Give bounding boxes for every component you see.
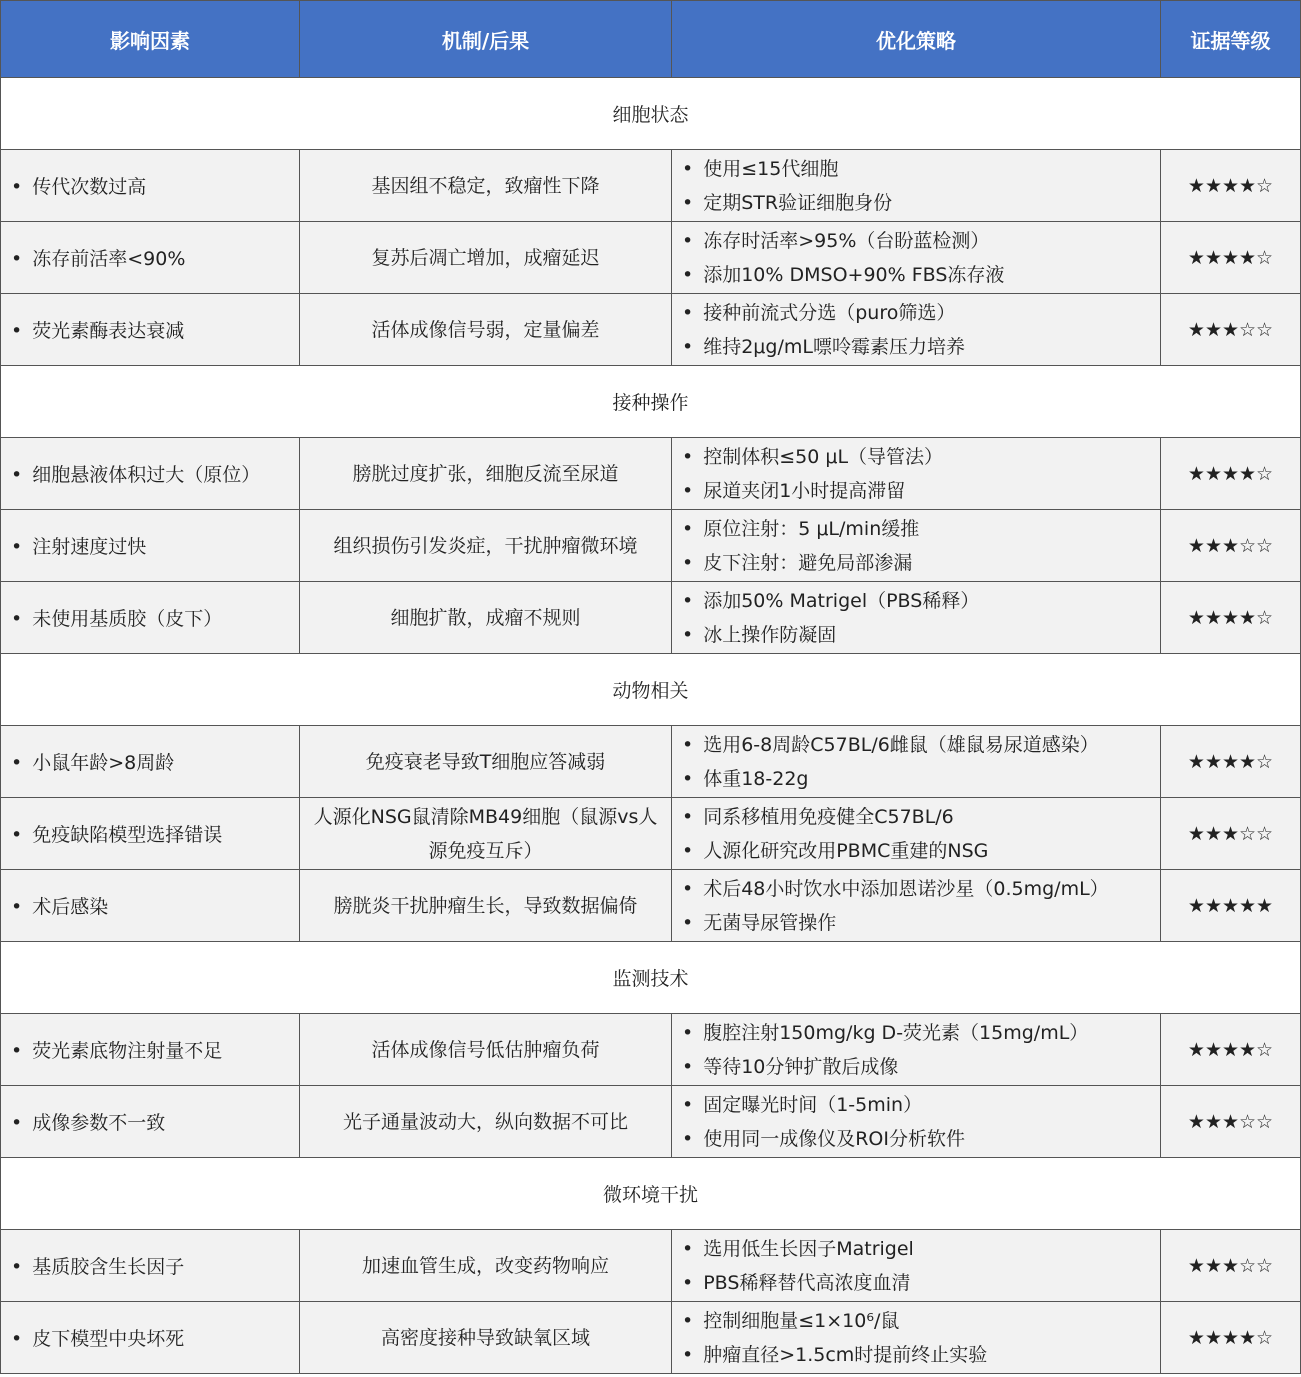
factor-cell xyxy=(1,582,300,654)
factor-cell xyxy=(1,1014,300,1086)
strategy-item xyxy=(682,152,1160,186)
strategy-item xyxy=(682,834,1160,868)
table-row xyxy=(1,438,1301,510)
strategy-item xyxy=(682,474,1160,508)
strategy-item xyxy=(682,546,1160,580)
strategy-text: 使用≤15代细胞 xyxy=(703,157,839,180)
bullet-icon: • xyxy=(682,1271,694,1294)
evidence-grade-stars: ★★★★★ xyxy=(1161,870,1301,942)
strategy-item xyxy=(682,762,1160,796)
mechanism-cell: 免疫衰老导致T细胞应答减弱 xyxy=(300,726,672,798)
bullet-icon: • xyxy=(11,320,23,342)
bullet-icon: • xyxy=(682,1021,694,1044)
mechanism-cell: 基因组不稳定，致瘤性下降 xyxy=(300,150,672,222)
table-row xyxy=(1,294,1301,366)
factor-cell xyxy=(1,726,300,798)
evidence-grade-stars: ★★★☆☆ xyxy=(1161,510,1301,582)
bullet-icon: • xyxy=(11,536,23,558)
bullet-icon: • xyxy=(11,608,23,630)
strategy-cell xyxy=(672,222,1161,294)
bullet-icon: • xyxy=(682,229,694,252)
strategy-text: 定期STR验证细胞身份 xyxy=(703,191,893,214)
factor-cell xyxy=(1,222,300,294)
strategy-text: 术后48小时饮水中添加恩诺沙星（0.5mg/mL） xyxy=(703,877,1109,900)
table-row xyxy=(1,870,1301,942)
bullet-icon: • xyxy=(682,1237,694,1260)
factor-text: 荧光素底物注射量不足 xyxy=(32,1040,223,1062)
mechanism-cell: 加速血管生成，改变药物响应 xyxy=(300,1230,672,1302)
bullet-icon: • xyxy=(682,733,694,756)
section-row xyxy=(1,942,1301,1014)
table-row xyxy=(1,798,1301,870)
strategy-text: 使用同一成像仪及ROI分析软件 xyxy=(703,1127,965,1150)
strategy-item xyxy=(682,440,1160,474)
strategy-item xyxy=(682,872,1160,906)
strategy-item xyxy=(682,1304,1160,1338)
factor-text: 传代次数过高 xyxy=(32,176,147,198)
strategy-text: 无菌导尿管操作 xyxy=(703,911,837,934)
strategy-text: 选用低生长因子Matrigel xyxy=(703,1237,914,1260)
strategy-text: 控制细胞量≤1×10⁶/鼠 xyxy=(703,1309,900,1332)
strategy-item xyxy=(682,1338,1160,1372)
bullet-icon: • xyxy=(682,911,694,934)
header-factor: 影响因素 xyxy=(1,1,300,78)
bullet-icon: • xyxy=(682,301,694,324)
table-row xyxy=(1,582,1301,654)
bullet-icon: • xyxy=(682,1093,694,1116)
bullet-icon: • xyxy=(11,1112,23,1134)
factor-text: 免疫缺陷模型选择错误 xyxy=(32,824,223,846)
bullet-icon: • xyxy=(682,191,694,214)
table-body xyxy=(1,78,1301,1374)
strategy-cell xyxy=(672,582,1161,654)
strategy-item xyxy=(682,224,1160,258)
factor-cell xyxy=(1,438,300,510)
bullet-icon: • xyxy=(682,1127,694,1150)
factor-text: 小鼠年龄>8周龄 xyxy=(32,752,175,774)
strategy-cell xyxy=(672,438,1161,510)
factor-text: 注射速度过快 xyxy=(32,536,147,558)
factor-cell xyxy=(1,1302,300,1374)
factor-text: 成像参数不一致 xyxy=(32,1112,166,1134)
mechanism-cell: 高密度接种导致缺氧区域 xyxy=(300,1302,672,1374)
table-row xyxy=(1,510,1301,582)
table-row xyxy=(1,1086,1301,1158)
factor-text: 细胞悬液体积过大（原位） xyxy=(32,464,261,486)
strategy-item xyxy=(682,1016,1160,1050)
strategy-text: 冻存时活率>95%（台盼蓝检测） xyxy=(703,229,990,252)
strategy-text: PBS稀释替代高浓度血清 xyxy=(703,1271,911,1294)
mechanism-cell: 膀胱过度扩张，细胞反流至尿道 xyxy=(300,438,672,510)
strategy-text: 选用6-8周龄C57BL/6雌鼠（雄鼠易尿道感染） xyxy=(703,733,1099,756)
strategy-text: 添加50% Matrigel（PBS稀释） xyxy=(703,589,980,612)
factor-text: 基质胶含生长因子 xyxy=(32,1256,185,1278)
strategy-item xyxy=(682,296,1160,330)
bullet-icon: • xyxy=(682,1309,694,1332)
bullet-icon: • xyxy=(682,839,694,862)
strategy-item xyxy=(682,1122,1160,1156)
bullet-icon: • xyxy=(682,589,694,612)
strategy-item xyxy=(682,258,1160,292)
strategy-text: 等待10分钟扩散后成像 xyxy=(703,1055,899,1078)
evidence-grade-stars: ★★★★☆ xyxy=(1161,438,1301,510)
strategy-text: 固定曝光时间（1-5min） xyxy=(703,1093,923,1116)
bullet-icon: • xyxy=(682,335,694,358)
section-row xyxy=(1,366,1301,438)
evidence-grade-stars: ★★★★☆ xyxy=(1161,726,1301,798)
header-row xyxy=(1,1,1301,78)
strategy-item xyxy=(682,906,1160,940)
bullet-icon: • xyxy=(682,767,694,790)
evidence-grade-stars: ★★★★☆ xyxy=(1161,1014,1301,1086)
strategy-cell xyxy=(672,726,1161,798)
bullet-icon: • xyxy=(11,464,23,486)
bullet-icon: • xyxy=(682,551,694,574)
table-row xyxy=(1,222,1301,294)
bullet-icon: • xyxy=(11,248,23,270)
factor-text: 术后感染 xyxy=(32,896,109,918)
strategy-text: 接种前流式分选（puro筛选） xyxy=(703,301,956,324)
section-title: 接种操作 xyxy=(1,366,1301,438)
strategy-item xyxy=(682,728,1160,762)
strategy-text: 控制体积≤50 μL（导管法） xyxy=(703,445,944,468)
header-strategy: 优化策略 xyxy=(672,1,1161,78)
bullet-icon: • xyxy=(11,824,23,846)
evidence-grade-stars: ★★★☆☆ xyxy=(1161,1086,1301,1158)
strategy-cell xyxy=(672,1230,1161,1302)
bullet-icon: • xyxy=(682,877,694,900)
strategy-cell xyxy=(672,1302,1161,1374)
evidence-grade-stars: ★★★☆☆ xyxy=(1161,294,1301,366)
bullet-icon: • xyxy=(682,623,694,646)
bullet-icon: • xyxy=(682,445,694,468)
strategy-item xyxy=(682,1232,1160,1266)
factor-cell xyxy=(1,1230,300,1302)
bullet-icon: • xyxy=(682,157,694,180)
strategy-text: 腹腔注射150mg/kg D-荧光素（15mg/mL） xyxy=(703,1021,1089,1044)
bullet-icon: • xyxy=(11,176,23,198)
strategy-cell xyxy=(672,1014,1161,1086)
bullet-icon: • xyxy=(11,752,23,774)
mechanism-cell: 膀胱炎干扰肿瘤生长，导致数据偏倚 xyxy=(300,870,672,942)
evidence-grade-stars: ★★★★☆ xyxy=(1161,1302,1301,1374)
factor-cell xyxy=(1,1086,300,1158)
bullet-icon: • xyxy=(11,1040,23,1062)
evidence-grade-stars: ★★★☆☆ xyxy=(1161,1230,1301,1302)
mechanism-cell: 活体成像信号弱，定量偏差 xyxy=(300,294,672,366)
mechanism-cell: 细胞扩散，成瘤不规则 xyxy=(300,582,672,654)
strategy-cell xyxy=(672,510,1161,582)
strategy-item xyxy=(682,584,1160,618)
factor-text: 未使用基质胶（皮下） xyxy=(32,608,223,630)
factor-cell xyxy=(1,510,300,582)
mechanism-cell: 组织损伤引发炎症，干扰肿瘤微环境 xyxy=(300,510,672,582)
evidence-grade-stars: ★★★★☆ xyxy=(1161,582,1301,654)
factor-text: 冻存前活率<90% xyxy=(32,248,186,270)
bullet-icon: • xyxy=(682,1343,694,1366)
strategy-text: 尿道夹闭1小时提高滞留 xyxy=(703,479,906,502)
table-row xyxy=(1,150,1301,222)
strategy-text: 冰上操作防凝固 xyxy=(703,623,837,646)
evidence-grade-stars: ★★★☆☆ xyxy=(1161,798,1301,870)
bullet-icon: • xyxy=(11,1328,23,1350)
strategy-text: 人源化研究改用PBMC重建的NSG xyxy=(703,839,989,862)
section-title: 微环境干扰 xyxy=(1,1158,1301,1230)
strategy-item xyxy=(682,512,1160,546)
section-title: 动物相关 xyxy=(1,654,1301,726)
bullet-icon: • xyxy=(682,479,694,502)
evidence-grade-stars: ★★★★☆ xyxy=(1161,222,1301,294)
strategy-cell xyxy=(672,1086,1161,1158)
table-row xyxy=(1,1302,1301,1374)
evidence-grade-stars: ★★★★☆ xyxy=(1161,150,1301,222)
mechanism-cell: 复苏后凋亡增加，成瘤延迟 xyxy=(300,222,672,294)
section-row xyxy=(1,1158,1301,1230)
strategy-item xyxy=(682,1088,1160,1122)
factor-cell xyxy=(1,150,300,222)
strategy-item xyxy=(682,1050,1160,1084)
section-title: 细胞状态 xyxy=(1,78,1301,150)
mechanism-cell: 人源化NSG鼠清除MB49细胞（鼠源vs人源免疫互斥） xyxy=(300,798,672,870)
strategy-item xyxy=(682,1266,1160,1300)
strategy-item xyxy=(682,800,1160,834)
table-row xyxy=(1,726,1301,798)
strategy-text: 皮下注射：避免局部渗漏 xyxy=(703,551,913,574)
mechanism-cell: 光子通量波动大，纵向数据不可比 xyxy=(300,1086,672,1158)
strategy-cell xyxy=(672,798,1161,870)
strategy-text: 添加10% DMSO+90% FBS冻存液 xyxy=(703,263,1005,286)
bullet-icon: • xyxy=(682,805,694,828)
strategy-text: 维持2μg/mL嘌呤霉素压力培养 xyxy=(703,335,965,358)
mechanism-cell: 活体成像信号低估肿瘤负荷 xyxy=(300,1014,672,1086)
bullet-icon: • xyxy=(682,1055,694,1078)
strategy-item xyxy=(682,186,1160,220)
header-grade: 证据等级 xyxy=(1161,1,1301,78)
strategy-text: 原位注射：5 μL/min缓推 xyxy=(703,517,920,540)
factor-cell xyxy=(1,870,300,942)
section-row xyxy=(1,78,1301,150)
strategy-text: 同系移植用免疫健全C57BL/6 xyxy=(703,805,954,828)
strategy-item xyxy=(682,330,1160,364)
factor-cell xyxy=(1,798,300,870)
table-row xyxy=(1,1230,1301,1302)
strategy-cell xyxy=(672,150,1161,222)
strategy-cell xyxy=(672,870,1161,942)
strategy-cell xyxy=(672,294,1161,366)
strategy-text: 肿瘤直径>1.5cm时提前终止实验 xyxy=(703,1343,988,1366)
bullet-icon: • xyxy=(682,517,694,540)
factor-text: 皮下模型中央坏死 xyxy=(32,1328,185,1350)
bullet-icon: • xyxy=(11,896,23,918)
factor-cell xyxy=(1,294,300,366)
factor-text: 荧光素酶表达衰减 xyxy=(32,320,185,342)
strategy-text: 体重18-22g xyxy=(703,767,809,790)
table-row xyxy=(1,1014,1301,1086)
bullet-icon: • xyxy=(682,263,694,286)
header-mechanism: 机制/后果 xyxy=(300,1,672,78)
section-row xyxy=(1,654,1301,726)
strategy-item xyxy=(682,618,1160,652)
section-title: 监测技术 xyxy=(1,942,1301,1014)
bullet-icon: • xyxy=(11,1256,23,1278)
